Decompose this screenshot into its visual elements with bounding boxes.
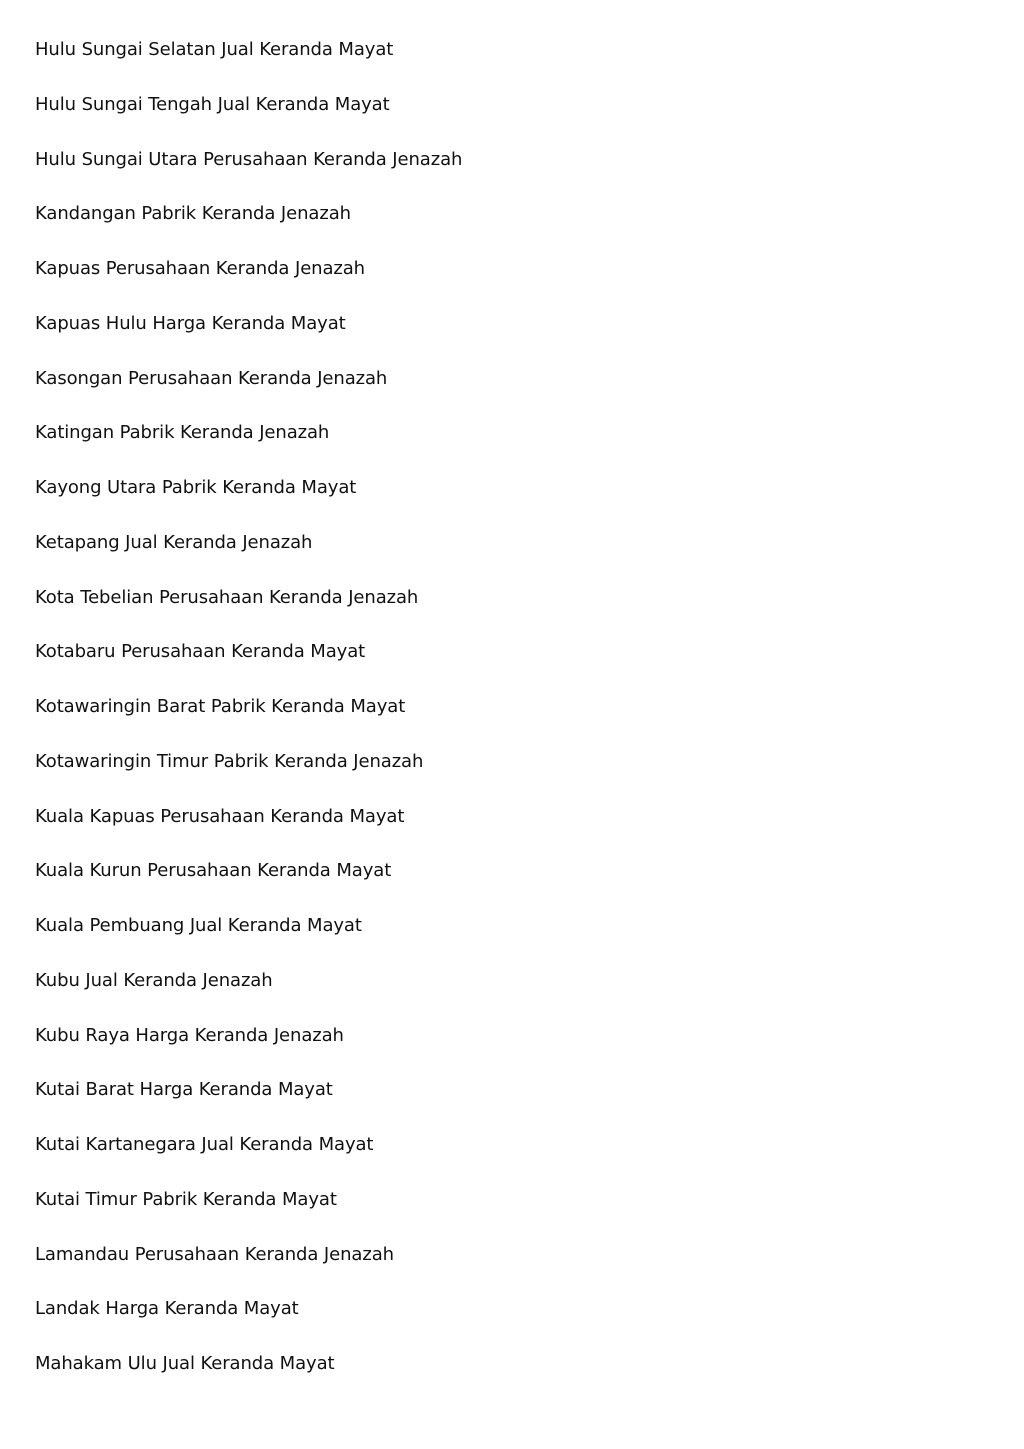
list-item: Landak Harga Keranda Mayat: [35, 1298, 299, 1320]
list-item: Kotawaringin Barat Pabrik Keranda Mayat: [35, 696, 406, 717]
list-item: Katingan Pabrik Keranda Jenazah: [35, 422, 330, 444]
list-item: Kapuas Hulu Harga Keranda Mayat: [35, 312, 346, 334]
list-item: Kota Tebelian Perusahaan Keranda Jenazah: [35, 586, 419, 608]
list-item: Mahakam Ulu Jual Keranda Mayat: [35, 1353, 335, 1374]
list-item: Ketapang Jual Keranda Jenazah: [35, 531, 313, 553]
list-item: Kutai Barat Harga Keranda Mayat: [35, 1079, 333, 1101]
list-item: Kandangan Pabrik Keranda Jenazah: [35, 203, 351, 225]
list-item: Kubu Raya Harga Keranda Jenazah: [35, 1024, 344, 1046]
list-item: Kutai Kartanegara Jual Keranda Mayat: [35, 1134, 374, 1155]
list-item: Kuala Pembuang Jual Keranda Mayat: [35, 915, 362, 936]
list-item: Hulu Sungai Tengah Jual Keranda Mayat: [35, 93, 390, 115]
list-item: Hulu Sungai Selatan Jual Keranda Mayat: [35, 39, 394, 60]
list-item: Kubu Jual Keranda Jenazah: [35, 969, 273, 991]
list-item: Kutai Timur Pabrik Keranda Mayat: [35, 1188, 337, 1210]
list-item: Kuala Kurun Perusahaan Keranda Mayat: [35, 860, 392, 882]
list-item: Kuala Kapuas Perusahaan Keranda Mayat: [35, 805, 405, 827]
list-item: Kotabaru Perusahaan Keranda Mayat: [35, 641, 366, 663]
list-item: Hulu Sungai Utara Perusahaan Keranda Jenazah: [35, 148, 463, 170]
list-item: Lamandau Perusahaan Keranda Jenazah: [35, 1243, 394, 1265]
list-item: Kotawaringin Timur Pabrik Keranda Jenazah: [35, 750, 424, 772]
list-item: Kasongan Perusahaan Keranda Jenazah: [35, 367, 388, 389]
list-item: Kapuas Perusahaan Keranda Jenazah: [35, 258, 365, 279]
keyword-list: [35, 36, 462, 1405]
list-item: Kayong Utara Pabrik Keranda Mayat: [35, 477, 357, 498]
